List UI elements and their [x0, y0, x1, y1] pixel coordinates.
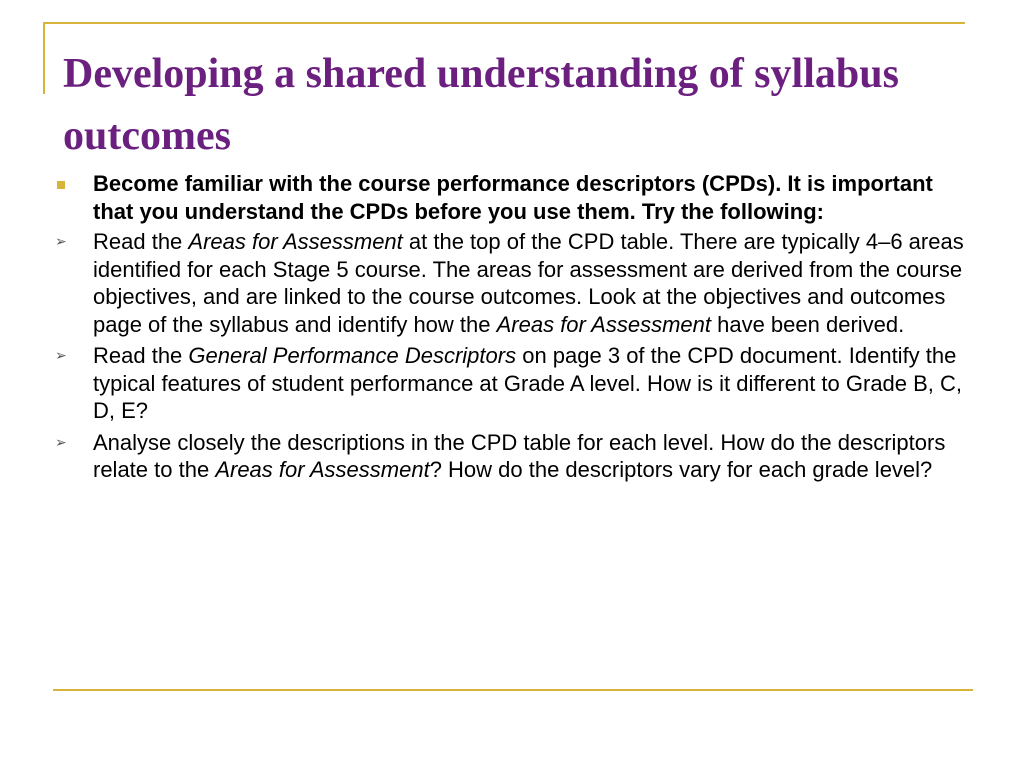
emphasis-text: Areas for Assessment — [188, 229, 403, 254]
bullet-text-part: Analyse closely the descriptions in the CPD table for each level. How do the descriptors relate to the — [93, 429, 946, 482]
bottom-rule — [53, 689, 973, 691]
arrow-bullet-icon: ➢ — [55, 433, 67, 450]
bullet-text-part: on page 3 of the CPD document. Identify the typical features of student performance at Grade A level. How is it different to Grade B, C, D, E? — [93, 343, 963, 423]
bullet-text-part: ? How do the descriptors vary for each grade level? — [429, 457, 933, 482]
bullet-list — [55, 170, 970, 488]
bullet-text-part: have been derived. — [710, 311, 905, 337]
arrow-bullet-icon: ➢ — [55, 347, 67, 363]
emphasis-text: General Performance Descriptors — [188, 343, 517, 368]
emphasis-text: Areas for Assessment — [215, 457, 430, 482]
top-rule — [43, 22, 965, 24]
list-item — [55, 228, 970, 338]
left-rule — [43, 22, 45, 94]
bullet-text-part: at the top of the CPD table. There are typically 4–6 areas identified for each Stage 5 course. The areas for assessment are derived from the course objectives, and are linked to the course outcomes. Look at the objectives and outcomes page of the syllabus and identify how the — [93, 229, 964, 337]
list-item — [55, 170, 970, 225]
bullet-text-part: Read the — [93, 229, 189, 254]
bullet-text: Become familiar with the course performance descriptors (CPDs). It is important that you understand the CPDs before you use them. Try the following: — [93, 171, 933, 224]
list-item — [55, 342, 970, 425]
arrow-bullet-icon: ➢ — [55, 233, 67, 249]
slide-title: Developing a shared understanding of syllabus outcomes — [63, 51, 899, 159]
list-item — [55, 429, 970, 484]
emphasis-text: Areas for Assessment — [496, 311, 711, 337]
bullet-text-part: Read the — [93, 343, 189, 368]
